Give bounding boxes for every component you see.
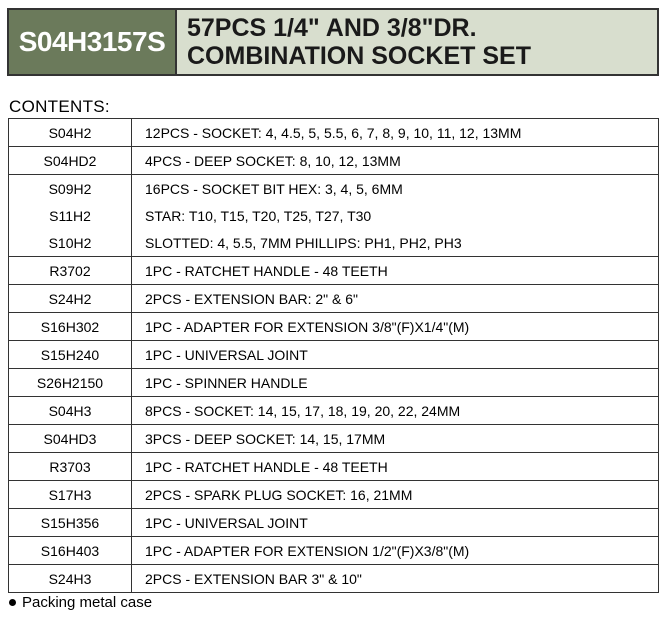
part-code: R3702	[9, 257, 132, 285]
part-code: S17H3	[9, 481, 132, 509]
part-code: S09H2	[9, 175, 132, 203]
table-row	[9, 175, 659, 203]
title-line-1: 57PCS 1/4" AND 3/8"DR.	[187, 14, 477, 42]
table-row	[9, 425, 659, 453]
part-code: S04H2	[9, 119, 132, 147]
part-description: STAR: T10, T15, T20, T25, T27, T30	[145, 207, 372, 224]
table-row	[9, 537, 659, 565]
table-row	[9, 202, 659, 229]
part-code: S16H403	[9, 537, 132, 565]
product-title	[177, 10, 657, 74]
part-description: 1PC - RATCHET HANDLE - 48 TEETH	[132, 257, 659, 285]
part-description: 3PCS - DEEP SOCKET: 14, 15, 17MM	[132, 425, 659, 453]
part-description: 1PC - ADAPTER FOR EXTENSION 1/2"(F)X3/8"(M)	[132, 537, 659, 565]
part-description: SLOTTED: 4, 5.5, 7MM PHILLIPS: PH1, PH2, PH3	[132, 229, 659, 257]
part-code: S24H2	[9, 285, 132, 313]
contents-table	[8, 118, 659, 593]
table-row	[9, 257, 659, 285]
part-code: S10H2	[9, 229, 132, 257]
part-code: S16H302	[9, 313, 132, 341]
part-description: 2PCS - SPARK PLUG SOCKET: 16, 21MM	[132, 481, 659, 509]
product-header	[7, 8, 659, 76]
contents-label: CONTENTS:	[9, 97, 110, 116]
part-description: 2PCS - EXTENSION BAR: 2" & 6"	[132, 285, 659, 313]
part-code: R3703	[9, 453, 132, 481]
part-code: S24H3	[9, 565, 132, 593]
part-description: 1PC - UNIVERSAL JOINT	[132, 341, 659, 369]
part-code: S15H356	[9, 509, 132, 537]
table-row	[9, 229, 659, 257]
part-code: S04HD3	[9, 425, 132, 453]
table-row	[9, 453, 659, 481]
part-description: 4PCS - DEEP SOCKET: 8, 10, 12, 13MM	[132, 147, 659, 175]
part-code: S11H2	[9, 202, 132, 229]
table-row	[9, 481, 659, 509]
part-description: 16PCS - SOCKET BIT HEX: 3, 4, 5, 6MM	[145, 180, 403, 197]
table-row	[9, 397, 659, 425]
table-row	[9, 341, 659, 369]
part-description: 1PC - UNIVERSAL JOINT	[132, 509, 659, 537]
part-code: S04HD2	[9, 147, 132, 175]
bullet-icon	[9, 599, 16, 606]
part-description: 2PCS - EXTENSION BAR 3" & 10"	[132, 565, 659, 593]
part-description: 1PC - ADAPTER FOR EXTENSION 3/8"(F)X1/4"(M)	[132, 313, 659, 341]
table-row	[9, 565, 659, 593]
packing-note-text: Packing metal case	[22, 594, 153, 611]
table-row	[9, 313, 659, 341]
product-code: S04H3157S	[9, 10, 177, 74]
table-row	[9, 509, 659, 537]
part-description: 8PCS - SOCKET: 14, 15, 17, 18, 19, 20, 22, 24MM	[132, 397, 659, 425]
part-description: 1PC - SPINNER HANDLE	[132, 369, 659, 397]
table-row	[9, 119, 659, 147]
table-row	[9, 285, 659, 313]
part-code: S04H3	[9, 397, 132, 425]
part-code: S15H240	[9, 341, 132, 369]
packing-note	[9, 594, 152, 611]
part-description: 12PCS - SOCKET: 4, 4.5, 5, 5.5, 6, 7, 8, 9, 10, 11, 12, 13MM	[132, 119, 659, 147]
part-description: 1PC - RATCHET HANDLE - 48 TEETH	[132, 453, 659, 481]
part-code: S26H2150	[9, 369, 132, 397]
table-row	[9, 369, 659, 397]
table-row	[9, 147, 659, 175]
title-line-2: COMBINATION SOCKET SET	[187, 42, 531, 70]
